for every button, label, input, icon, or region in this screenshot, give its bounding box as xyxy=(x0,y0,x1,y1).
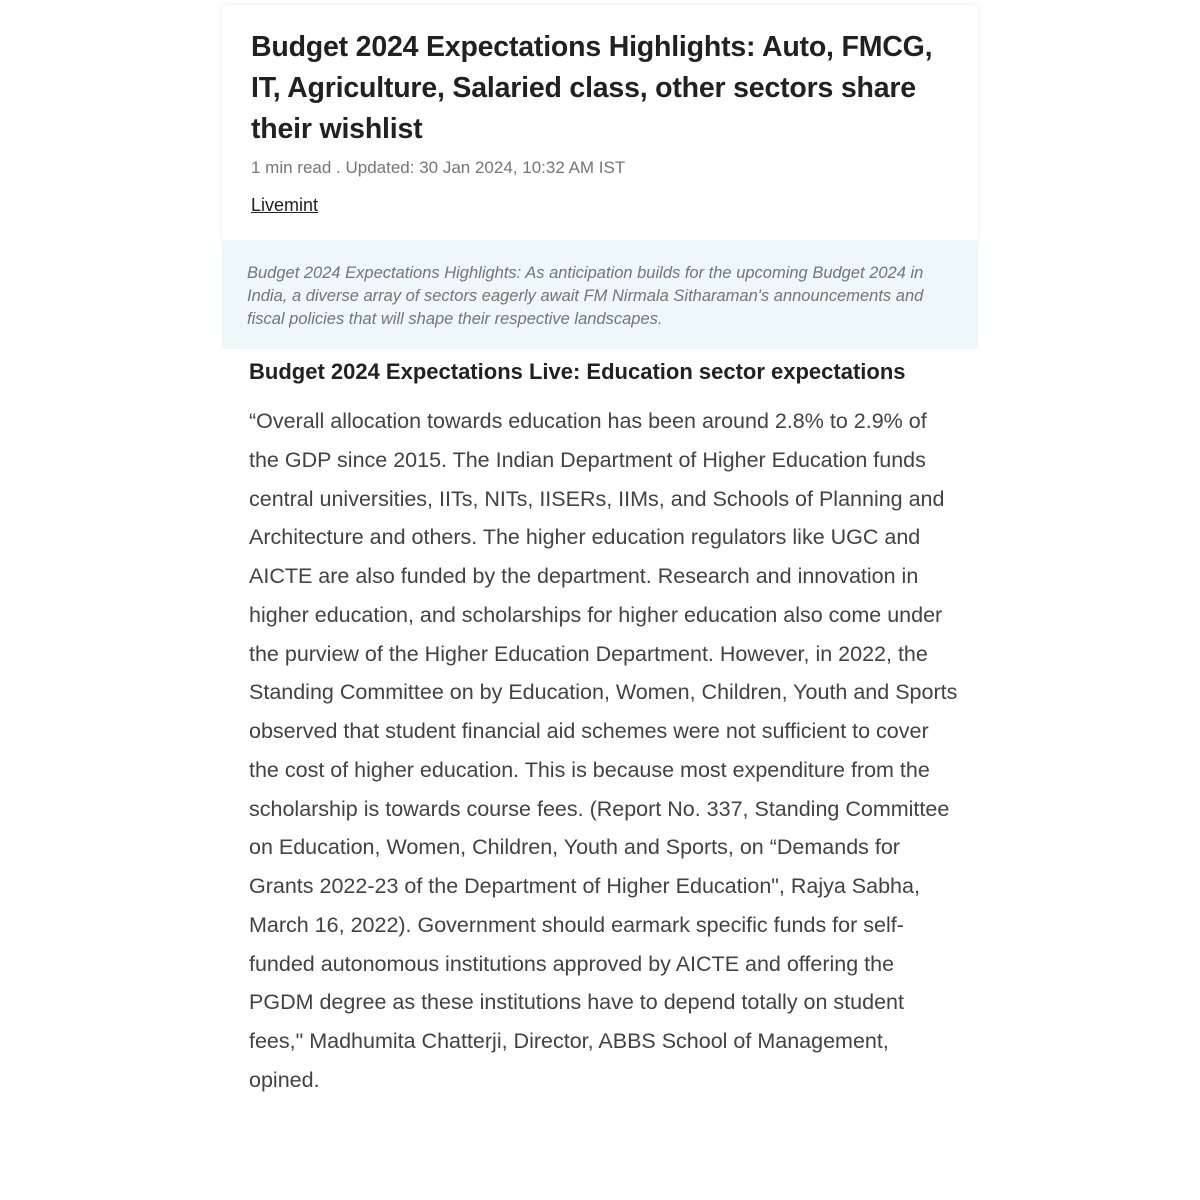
article-container xyxy=(222,5,978,1195)
article-summary: Budget 2024 Expectations Highlights: As anticipation builds for the upcoming Budget 2024 in India, a diverse array of sectors eagerly await FM Nirmala Sitharaman's announcements and fiscal policies that will shape their respective landscapes. xyxy=(247,264,924,328)
section-heading: Budget 2024 Expectations Live: Education sector expectations xyxy=(249,359,906,384)
article-body: “Overall allocation towards education has been around 2.8% to 2.9% of the GDP since 2015. The Indian Department of Higher Education funds central universities, IITs, NITs, IISERs, IIMs, and Schools of Planning and Architecture and others. The higher education regulators like UGC and AICTE are also funded by the department. Research and innovation in higher education, and scholarships for higher education also come under the purview of the Higher Education Department. However, in 2022, the Standing Committee on by Education, Women, Children, Youth and Sports observed that student financial aid schemes were not sufficient to cover the cost of higher education. This is because most expenditure from the scholarship is towards course fees. (Report No. 337, Standing Committee on Education, Women, Children, Youth and Sports, on “Demands for Grants 2022-23 of the Department of Higher Education", Rajya Sabha, March 16, 2022). Government should earmark specific funds for self-funded autonomous institutions approved by AICTE and offering the PGDM degree as these institutions have to depend totally on student fees," Madhumita Chatterji, Director, ABBS School of Management, opined. xyxy=(249,409,958,1092)
article-summary-box xyxy=(222,240,978,349)
article-meta: 1 min read . Updated: 30 Jan 2024, 10:32 AM IST xyxy=(251,158,626,177)
article-header xyxy=(222,5,978,240)
source-link[interactable]: Livemint xyxy=(251,195,319,215)
article-headline: Budget 2024 Expectations Highlights: Auto, FMCG, IT, Agriculture, Salaried class, other sectors share their wishlist xyxy=(251,31,933,145)
